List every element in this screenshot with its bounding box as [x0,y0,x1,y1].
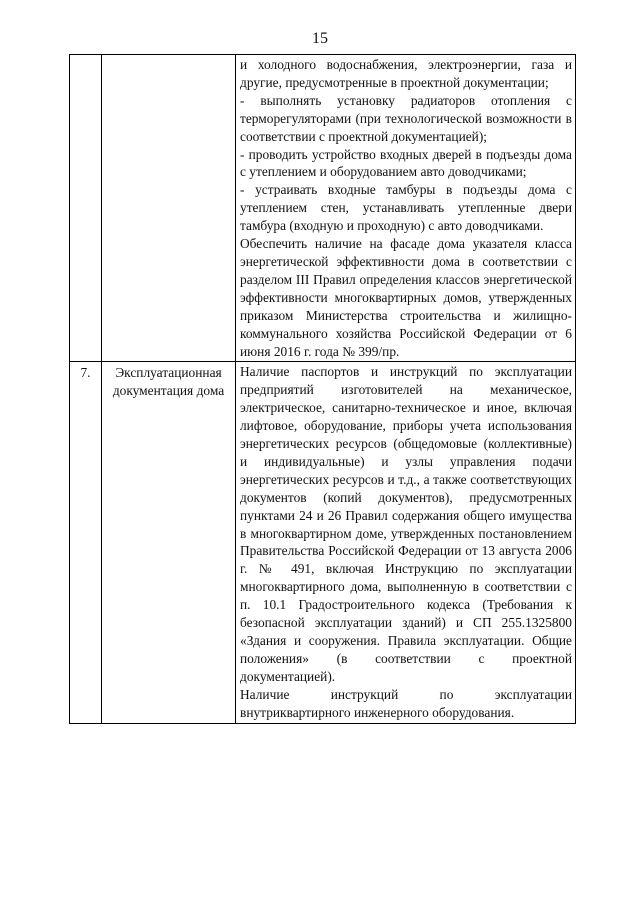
paragraph: - выполнять установку радиаторов отопления с терморегуляторами (при технологической возможности в соответствии с проектной документацией); [240,92,572,144]
row-name-cell [102,55,236,362]
table-row [70,362,576,723]
page-number: 15 [312,30,328,47]
requirements-table [69,54,576,724]
row-text-cell [236,362,576,723]
row-text-cell [236,55,576,362]
row-number-cell: 7. [70,362,102,723]
paragraph: Наличие инструкций по эксплуатации внутриквартирного инженерного оборудования. [240,686,572,720]
row-name-cell: Эксплуатационная документация дома [102,362,236,723]
paragraph: Наличие паспортов и инструкций по эксплуатации предприятий изготовителей на механическое, электрическое, санитарно-техническое и иное, включая лифтовое, оборудование, приборы учета использования энергетических ресурсов (общедомовые (коллективные) и индивидуальные) и узлы управления подачи энергетических ресурсов и т.д., а также соответствующих документов (копий документов), предусмотренных пунктами 24 и 26 Правил содержания общего имущества в многоквартирном доме, утвержденных постановлением Правительства Российской Федерации от 13 августа 2006 г. № 491, включая Инструкцию по эксплуатации многоквартирного дома, выполненную в соответствии с п. 10.1 Градостроительного кодекса (Требования к безопасной эксплуатации зданий) и СП 255.1325800 «Здания и сооружения. Правила эксплуатации. Общие положения» (в соответствии с проектной документацией). [240,364,572,684]
paragraph: - устраивать входные тамбуры в подъезды дома с утеплением стен, устанавливать утепленные двери тамбура (входную и проходную) с авто доводчиками. [240,182,572,234]
paragraph: Обеспечить наличие на фасаде дома указателя класса энергетической эффективности дома в соответствии с разделом III Правил определения классов энергетической эффективности многоквартирных домов, утвержденных приказом Министерства строительства и жилищно-коммунального хозяйства Российской Федерации от 6 июня 2016 г. года № 399/пр. [240,236,572,359]
paragraph: и холодного водоснабжения, электроэнергии, газа и другие, предусмотренные в проектной документации; [240,57,572,90]
table-row [70,55,576,362]
row-number-cell [70,55,102,362]
paragraph: - проводить устройство входных дверей в подъезды дома с утеплением и оборудованием авто доводчиками; [240,146,572,180]
